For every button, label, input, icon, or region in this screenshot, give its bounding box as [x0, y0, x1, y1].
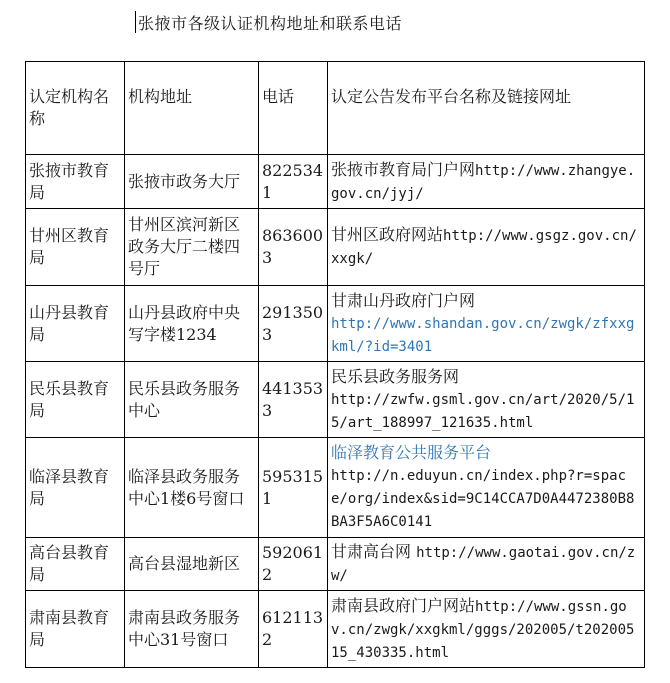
platform-name: 甘州区政府网站 — [331, 225, 444, 244]
row-phone: 6121132 — [259, 591, 328, 668]
row-phone: 8636003 — [259, 209, 328, 286]
platform-url[interactable]: http://www.gsgz.gov.cn/xxgk/ — [331, 228, 637, 267]
row-name: 肃南县教育局 — [26, 591, 125, 668]
row-platform — [328, 209, 645, 286]
row-name: 山丹县教育局 — [26, 286, 125, 362]
row-address: 临泽县政务服务中心1楼6号窗口 — [125, 438, 259, 538]
platform-url[interactable]: http://zwfw.gsml.gov.cn/art/2020/5/15/art_188997_121635.html — [331, 391, 635, 431]
row-phone: 4413533 — [259, 362, 328, 438]
header-platform: 认定公告发布平台名称及链接网址 — [328, 62, 645, 155]
row-platform — [328, 538, 645, 591]
header-name: 认定机构名称 — [26, 62, 125, 155]
row-address: 高台县湿地新区 — [125, 538, 259, 591]
table-row — [26, 209, 645, 286]
row-address: 甘州区滨河新区政务大厅二楼四号厅 — [125, 209, 259, 286]
row-name: 甘州区教育局 — [26, 209, 125, 286]
row-name: 临泽县教育局 — [26, 438, 125, 538]
row-name: 高台县教育局 — [26, 538, 125, 591]
page-title: 张掖市各级认证机构地址和联系电话 — [138, 13, 403, 33]
row-address: 民乐县政务服务中心 — [125, 362, 259, 438]
table-row — [26, 438, 645, 538]
row-platform — [328, 591, 645, 668]
platform-name: 甘肃高台网 — [331, 542, 417, 561]
platform-url[interactable]: http://www.shandan.gov.cn/zwgk/zfxxgkml/?id=3401 — [331, 315, 635, 355]
platform-name: 甘肃山丹政府门户网 — [331, 290, 476, 310]
row-platform — [328, 362, 645, 438]
row-address: 山丹县政府中央写字楼1234 — [125, 286, 259, 362]
row-name: 张掖市教育局 — [26, 155, 125, 209]
row-platform — [328, 155, 645, 209]
row-name: 民乐县教育局 — [26, 362, 125, 438]
row-address: 张掖市政务大厅 — [125, 155, 259, 209]
row-phone: 8225341 — [259, 155, 328, 209]
row-phone: 2913503 — [259, 286, 328, 362]
table-row — [26, 286, 645, 362]
platform-url[interactable]: http://www.zhangye.gov.cn/jyj/ — [331, 162, 636, 202]
table-row — [26, 155, 645, 209]
row-phone: 5953151 — [259, 438, 328, 538]
text-cursor — [135, 11, 136, 33]
row-address: 肃南县政务服务中心31号窗口 — [125, 591, 259, 668]
platform-url[interactable]: http://www.gaotai.gov.cn/zw/ — [331, 545, 636, 584]
title-bar — [135, 10, 402, 34]
platform-url[interactable]: http://www.gssn.gov.cn/zwgk/xxgkml/gggs/202005/t20200515_430335.html — [331, 598, 635, 661]
header-phone: 电话 — [259, 62, 328, 155]
header-address: 机构地址 — [125, 62, 259, 155]
table-header-row — [26, 62, 645, 155]
row-platform — [328, 286, 645, 362]
platform-name: 肃南县政府门户网站 — [331, 595, 476, 615]
row-platform — [328, 438, 645, 538]
table-row — [26, 591, 645, 668]
platform-url[interactable]: http://n.eduyun.cn/index.php?r=space/org/index&sid=9C14CCA7D0A4472380B8BA3F5A6C0141 — [331, 468, 635, 530]
contact-table — [25, 61, 645, 668]
table-row — [26, 362, 645, 438]
platform-name: 民乐县政务服务网 — [331, 366, 460, 386]
row-phone: 5920612 — [259, 538, 328, 591]
table-row — [26, 538, 645, 591]
platform-name: 张掖市教育局门户网 — [331, 159, 476, 179]
platform-name[interactable]: 临泽教育公共服务平台 — [331, 443, 492, 462]
